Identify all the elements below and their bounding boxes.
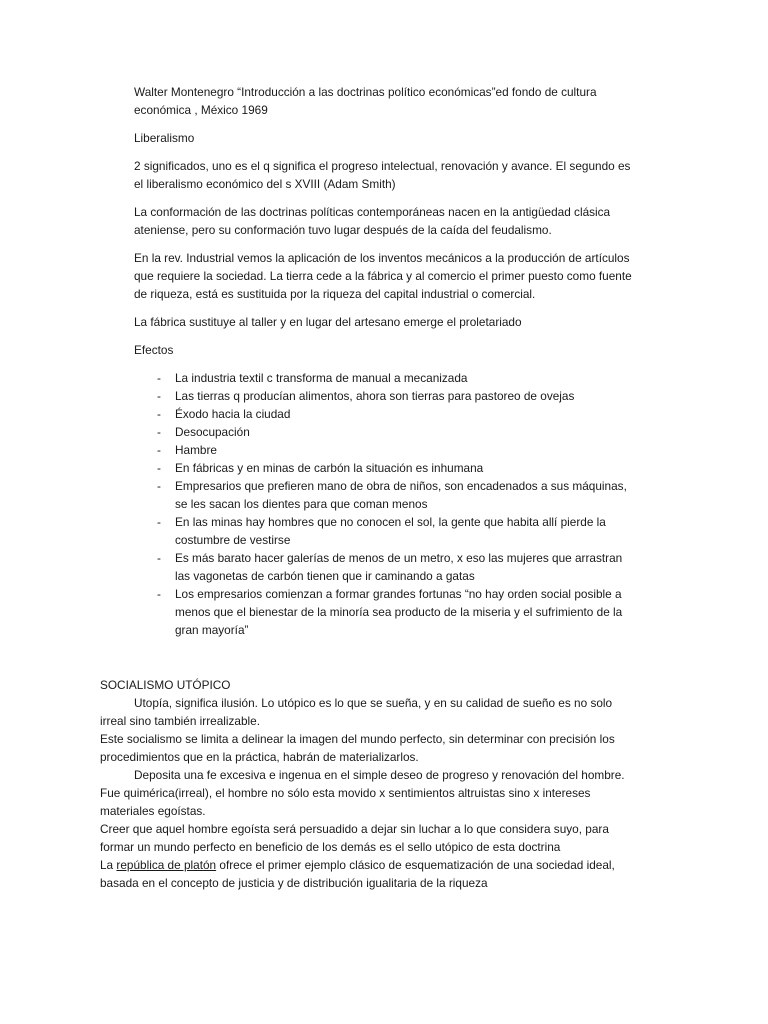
heading-liberalismo: Liberalismo — [134, 131, 195, 145]
paragraph-utopia: Utopía, significa ilusión. Lo utópico es lo que se sueña, y en su calidad de sueño es no solo irreal sino también irrealizable. — [100, 696, 613, 728]
effects-list — [134, 369, 634, 639]
bullet-dash: - — [157, 389, 161, 403]
list-item-text: Es más barato hacer galerías de menos de un metro, x eso las mujeres que arrastran las vagonetas de carbón tienen que ir caminando a gatas — [175, 551, 623, 583]
list-item — [134, 405, 634, 423]
list-item — [134, 477, 634, 513]
upper-section — [134, 83, 634, 639]
list-item-text: Éxodo hacia la ciudad — [175, 407, 291, 421]
bullet-dash: - — [157, 587, 161, 601]
bullet-dash: - — [157, 515, 161, 529]
republica-platon-link[interactable]: república de platón — [116, 858, 217, 872]
list-item — [134, 441, 634, 459]
list-item-text: Hambre — [175, 443, 217, 457]
heading-socialismo-utopico: SOCIALISMO UTÓPICO — [100, 678, 231, 692]
paragraph-fabrica: La fábrica sustituye al taller y en lugar del artesano emerge el proletariado — [134, 315, 522, 329]
list-item — [134, 369, 634, 387]
list-item — [134, 585, 634, 639]
list-item — [134, 513, 634, 549]
bullet-dash: - — [157, 425, 161, 439]
list-item — [134, 423, 634, 441]
paragraph-conformacion: La conformación de las doctrinas políticas contemporáneas nacen en la antigüedad clásica ateniense, pero su conformación tuvo lugar después de la caída del feudalismo. — [134, 205, 611, 237]
paragraph-significados: 2 significados, uno es el q significa el progreso intelectual, renovación y avance. El segundo es el liberalismo económico del s XVIII (Adam Smith) — [134, 159, 631, 191]
bullet-dash: - — [157, 443, 161, 457]
list-item-text: La industria textil c transforma de manual a mecanizada — [175, 371, 468, 385]
list-item-text: Desocupación — [175, 425, 250, 439]
list-item — [134, 549, 634, 585]
bullet-dash: - — [157, 461, 161, 475]
list-item — [134, 387, 634, 405]
list-item-text: En las minas hay hombres que no conocen el sol, la gente que habita allí pierde la costumbre de vestirse — [175, 515, 606, 547]
heading-efectos: Efectos — [134, 343, 174, 357]
list-item-text: Las tierras q producían alimentos, ahora son tierras para pastoreo de ovejas — [175, 389, 575, 403]
paragraph-republica — [100, 856, 640, 892]
paragraph-limita: Este socialismo se limita a delinear la imagen del mundo perfecto, sin determinar con precisión los procedimientos que en la práctica, habrán de materializarlos. — [100, 732, 615, 764]
bullet-dash: - — [157, 479, 161, 493]
paragraph-republica-rest: ofrece el primer ejemplo clásico de esquematización de una sociedad ideal, basada en el concepto de justicia y de distribución igualitaria de la riqueza — [100, 858, 615, 890]
bullet-dash: - — [157, 551, 161, 565]
paragraph-deposita: Deposita una fe excesiva e ingenua en el simple deseo de progreso y renovación del hombre. — [134, 768, 625, 782]
paragraph-quimerica: Fue quimérica(irreal), el hombre no sólo esta movido x sentimientos altruistas sino x intereses materiales egoístas. — [100, 786, 591, 818]
list-item — [134, 459, 634, 477]
bullet-dash: - — [157, 407, 161, 421]
paragraph-creer: Creer que aquel hombre egoísta será persuadido a dejar sin luchar a lo que considera suyo, para formar un mundo perfecto en beneficio de los demás es el sello utópico de esta doctrina — [100, 822, 609, 854]
list-item-text: Los empresarios comienzan a formar grandes fortunas “no hay orden social posible a menos que el bienestar de la minoría sea producto de la miseria y el sufrimiento de la gran mayoría” — [175, 587, 623, 637]
bullet-dash: - — [157, 371, 161, 385]
citation-paragraph: Walter Montenegro “Introducción a las doctrinas político económicas”ed fondo de cultura económica , México 1969 — [134, 85, 597, 117]
list-item-text: En fábricas y en minas de carbón la situación es inhumana — [175, 461, 484, 475]
list-item-text: Empresarios que prefieren mano de obra de niños, son encadenados a sus máquinas, se les sacan los dientes para que coman menos — [175, 479, 627, 511]
paragraph-republica-prefix: La — [100, 858, 117, 872]
socialismo-section — [100, 676, 640, 892]
paragraph-rev-industrial: En la rev. Industrial vemos la aplicación de los inventos mecánicos a la producción de artículos que requiere la sociedad. La tierra cede a la fábrica y al comercio el primer puesto como fuente de riqueza, está es sustituida por la riqueza del capital industrial o comercial. — [134, 251, 632, 301]
